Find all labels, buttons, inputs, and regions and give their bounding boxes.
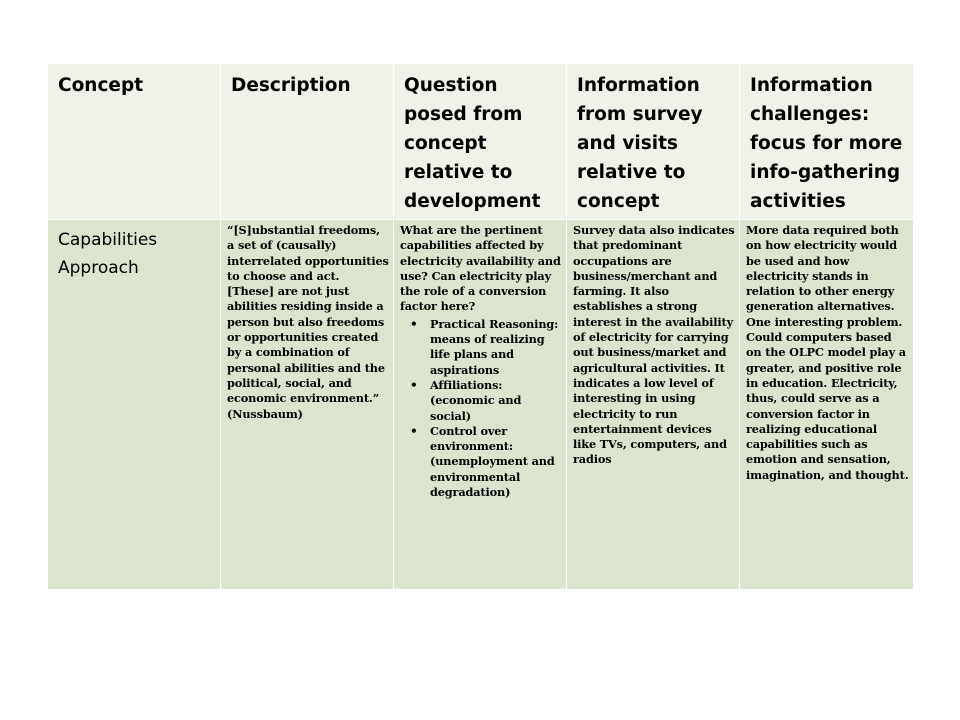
list-item: • Affiliations: (economic and social)	[400, 378, 563, 424]
concept-table-container	[47, 63, 913, 590]
header-description: Description	[221, 64, 394, 220]
question-intro: What are the pertinent capabilities affected by electricity availability and use? Can electricity play the role of a conversion factor here?	[400, 223, 561, 314]
header-question: Question posed from concept relative to development	[394, 64, 567, 220]
challenges-text-1: More data required both on how electricity would be used and how electricity stands in relation to other energy generation alternatives.	[746, 223, 899, 314]
list-item: • Control over environment: (unemployment and environmental degradation)	[400, 424, 563, 500]
survey-info-text: Survey data also indicates that predominant occupations are business/merchant and farming. It also establishes a strong interest in the availability of electricity for carrying out business/market and agricultural activities. It indicates a low level of interesting in using electricity to run entertainment devices like TVs, computers, and radios	[573, 223, 735, 467]
challenges-text-2: One interesting problem. Could computers based on the OLPC model play a greater, and positive role in education. Electricity, thus, could serve as a conversion factor in realizing educational capabilities such as emotion and sensation, imagination, and thought.	[746, 314, 909, 482]
cell-survey-info	[567, 220, 740, 590]
cell-question	[394, 220, 567, 590]
cell-description	[221, 220, 394, 590]
concept-table	[47, 63, 914, 590]
list-item: • Practical Reasoning: means of realizing life plans and aspirations	[400, 317, 563, 378]
cell-info-challenges	[740, 220, 914, 590]
table-row	[48, 220, 914, 590]
header-concept: Concept	[48, 64, 221, 220]
question-bullet-list	[400, 317, 563, 501]
table-header-row	[48, 64, 914, 220]
header-survey-info: Information from survey and visits relative to concept	[567, 64, 740, 220]
header-info-challenges: Information challenges: focus for more info-gathering activities	[740, 64, 914, 220]
description-text: “[S]ubstantial freedoms, a set of (causally) interrelated opportunities to choose and act. [These] are not just abilities residing inside a person but also freedoms or opportunities created by a combination of personal abilities and the political, social, and economic environment.” (Nussbaum)	[227, 223, 389, 421]
cell-concept: Capabilities Approach	[48, 220, 221, 590]
